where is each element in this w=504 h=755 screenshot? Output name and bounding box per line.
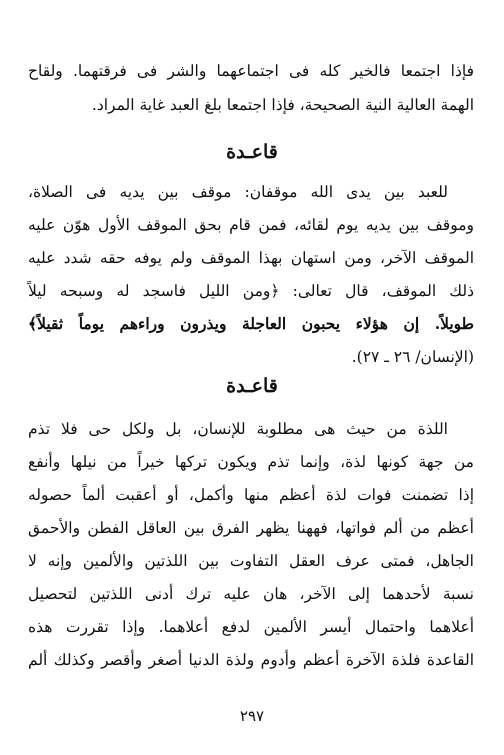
- paragraph-line: القاعدة فلذة الآخرة أعظم وأدوم ولذة الدنيا أصغر وأقصر وكذلك ألم: [28, 651, 474, 669]
- paragraph-line: فإذا اجتمعا فالخير كله فى اجتماعهما والشر فى فرقتهما. ولقاح: [28, 62, 474, 80]
- paragraph-line: الجاهل، فمتى عرف العقل التفاوت بين اللذتين والألمين وإنه لا: [28, 552, 474, 570]
- section-heading: قاعـدة: [226, 375, 278, 397]
- paragraph-line: من جهة كونها لذة، وإنما تذم ويكون تركها خيراً من نيلها وأنفع: [28, 453, 474, 471]
- page-number: ٢٩٧: [239, 707, 265, 725]
- paragraph-line: الهمة العالية النية الصحيحة، فإذا اجتمعا بلغ العبد غاية المراد.: [91, 96, 474, 114]
- quran-verse-line: طويلاً. إن هؤلاء يحبون العاجلة ويذرون وراءهم يوماً ثقيلاً﴾: [28, 314, 474, 333]
- paragraph-line: الموقف الآخر، ومن استهان بهذا الموقف ولم يوفه حقه شدد عليه: [28, 249, 474, 267]
- paragraph-line: نسبة لأحدهما إلى الآخر، هان عليه ترك أدنى اللذتين لتحصيل: [28, 585, 474, 603]
- verse-reference: (الإنسان/ ٢٦ ـ ٢٧).: [351, 348, 474, 366]
- paragraph-line: إذا تضمنت فوات لذة أعظم منها وأكمل، أو أعقبت ألماً حصوله: [28, 486, 474, 504]
- paragraph-line: للعبد بين يدى الله موقفان: موقف بين يديه فى الصلاة،: [28, 183, 448, 201]
- paragraph-line: وموقف بين يديه يوم لقائه، فمن قام بحق الموقف الأول هوّن عليه: [28, 216, 474, 234]
- paragraph-line: أعظم من ألم فواتها، فههنا يظهر الفرق بين العاقل الفطن والأحمق: [28, 519, 474, 537]
- paragraph-line: ذلك الموقف، قال تعالى: ﴿ومن الليل فاسجد له وسبحه ليلاً: [28, 282, 474, 300]
- paragraph-line: اللذة من حيث هى مطلوبة للإنسان، بل ولكل حى فلا تذم: [28, 420, 448, 438]
- paragraph-line: أعلاهما واحتمال أيسر الألمين لدفع أعلاهما. وإذا تقررت هذه: [28, 618, 474, 636]
- section-heading: قاعـدة: [226, 141, 278, 163]
